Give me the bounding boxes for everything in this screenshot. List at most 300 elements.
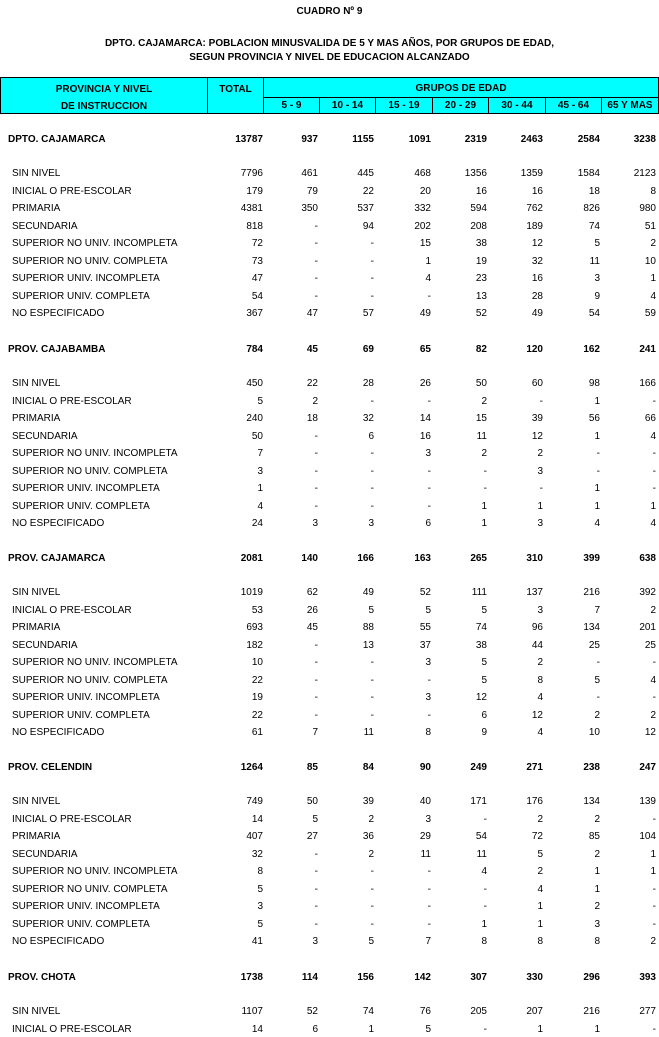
total-value: 7796 <box>240 168 263 179</box>
table-row <box>0 795 659 809</box>
age-group-value: - <box>370 291 374 302</box>
total-value: 5 <box>257 884 263 895</box>
age-group-value: 3 <box>594 919 600 930</box>
age-group-value: 37 <box>419 640 431 651</box>
age-group-value: 4 <box>537 884 543 895</box>
total-value: 3 <box>257 901 263 912</box>
age-group-value: - <box>483 901 487 912</box>
age-group-value: 2 <box>650 605 656 616</box>
age-group-value: 2 <box>650 238 656 249</box>
section-total-row-label: PROV. CAJAMARCA <box>8 553 106 564</box>
table-row-label: SUPERIOR NO UNIV. COMPLETA <box>12 256 168 267</box>
header-age-cell <box>601 97 659 114</box>
age-group-value: - <box>370 448 374 459</box>
age-group-value: 27 <box>306 831 318 842</box>
age-group-value: 51 <box>644 221 656 232</box>
age-group-value: - <box>483 483 487 494</box>
age-group-value: 163 <box>414 553 431 564</box>
age-group-value: 241 <box>639 344 656 355</box>
age-group-value: 12 <box>531 710 543 721</box>
total-value: 61 <box>251 727 263 738</box>
age-group-value: 247 <box>639 762 656 773</box>
age-group-value: 2584 <box>577 134 600 145</box>
age-group-value: 11 <box>476 849 487 860</box>
age-group-value: 332 <box>414 203 431 214</box>
age-group-value: 762 <box>526 203 543 214</box>
age-group-value: 38 <box>475 238 487 249</box>
age-group-value: 2 <box>537 866 543 877</box>
section-total-row <box>0 343 659 357</box>
table-row <box>0 1023 659 1037</box>
table-row <box>0 517 659 531</box>
age-group-value: - <box>370 483 374 494</box>
age-group-value: 2 <box>594 849 600 860</box>
age-group-value: 10 <box>644 256 656 267</box>
age-group-value: 5 <box>368 936 374 947</box>
table-row <box>0 586 659 600</box>
age-group-value: - <box>370 256 374 267</box>
age-group-value: 2319 <box>464 134 487 145</box>
age-group-value: 638 <box>639 553 656 564</box>
age-group-value: - <box>370 238 374 249</box>
age-group-value: - <box>314 640 318 651</box>
age-group-value: 18 <box>588 186 600 197</box>
section-total-row <box>0 971 659 985</box>
age-group-value: 4 <box>537 692 543 703</box>
header-age-label: 45 - 64 <box>557 100 590 111</box>
age-group-value: - <box>314 483 318 494</box>
age-group-value: 238 <box>583 762 600 773</box>
total-value: 32 <box>251 849 263 860</box>
age-group-value: - <box>370 919 374 930</box>
total-value: 5 <box>257 396 263 407</box>
table-row <box>0 709 659 723</box>
age-group-value: 2 <box>594 814 600 825</box>
age-group-value: - <box>314 849 318 860</box>
section-total-row <box>0 761 659 775</box>
age-group-value: - <box>652 483 656 494</box>
age-group-value: 56 <box>588 413 600 424</box>
table-row <box>0 848 659 862</box>
total-value: 2081 <box>240 553 263 564</box>
age-group-value: 120 <box>526 344 543 355</box>
age-group-value: 1 <box>650 866 656 877</box>
total-value: 14 <box>251 1024 263 1035</box>
header-age-cell <box>263 97 320 114</box>
header-age-cell <box>488 97 546 114</box>
table-row <box>0 656 659 670</box>
table-row <box>0 726 659 740</box>
age-group-value: 14 <box>419 413 431 424</box>
table-row <box>0 691 659 705</box>
age-group-value: 1 <box>594 1024 600 1035</box>
header-total <box>207 77 264 114</box>
age-group-value: 11 <box>476 431 487 442</box>
age-group-value: 5 <box>594 238 600 249</box>
age-group-value: 310 <box>526 553 543 564</box>
table-row-label: NO ESPECIFICADO <box>12 727 105 738</box>
table-row-label: SECUNDARIA <box>12 221 78 232</box>
total-value: 5 <box>257 919 263 930</box>
table-row-label: SUPERIOR UNIV. INCOMPLETA <box>12 273 160 284</box>
header-provincia-line-1: PROVINCIA Y NIVEL <box>55 84 153 95</box>
age-group-value: 85 <box>306 762 318 773</box>
total-value: 450 <box>246 378 263 389</box>
age-group-value: 1155 <box>352 134 374 145</box>
age-group-value: 1 <box>594 396 600 407</box>
age-group-value: 4 <box>650 675 656 686</box>
age-group-value: - <box>652 448 656 459</box>
table-row <box>0 290 659 304</box>
total-value: 19 <box>251 692 263 703</box>
age-group-value: 69 <box>362 344 374 355</box>
table-row-label: PRIMARIA <box>12 831 61 842</box>
header-grupos-edad <box>263 77 659 98</box>
header-age-label: 20 - 29 <box>444 100 477 111</box>
age-group-value: 134 <box>583 796 600 807</box>
age-group-value: 74 <box>362 1006 374 1017</box>
age-group-value: - <box>314 291 318 302</box>
age-group-value: 2123 <box>633 168 656 179</box>
age-group-value: 166 <box>357 553 374 564</box>
header-age-cell <box>432 97 489 114</box>
age-group-value: 205 <box>470 1006 487 1017</box>
age-group-value: 8 <box>481 936 487 947</box>
section-total-row-label: PROV. CAJABAMBA <box>8 344 106 355</box>
table-row <box>0 447 659 461</box>
table-row <box>0 830 659 844</box>
table-row-label: PRIMARIA <box>12 203 61 214</box>
table-row-label: SIN NIVEL <box>12 796 61 807</box>
age-group-value: 28 <box>531 291 543 302</box>
age-group-value: 60 <box>531 378 543 389</box>
age-group-value: 4 <box>594 518 600 529</box>
age-group-value: 22 <box>306 378 318 389</box>
table-row <box>0 255 659 269</box>
age-group-value: - <box>370 657 374 668</box>
age-group-value: 3 <box>537 466 543 477</box>
age-group-value: 216 <box>583 1006 600 1017</box>
age-group-value: 104 <box>639 831 656 842</box>
age-group-value: - <box>314 675 318 686</box>
table-row <box>0 307 659 321</box>
age-group-value: 114 <box>301 972 318 983</box>
total-value: 13787 <box>235 134 263 145</box>
age-group-value: 49 <box>362 587 374 598</box>
age-group-value: 5 <box>537 849 543 860</box>
age-group-value: 296 <box>583 972 600 983</box>
age-group-value: - <box>652 692 656 703</box>
total-value: 784 <box>246 344 263 355</box>
section-total-row-label: PROV. CHOTA <box>8 972 76 983</box>
table-row-label: SUPERIOR UNIV. INCOMPLETA <box>12 483 160 494</box>
age-group-value: 13 <box>362 640 374 651</box>
age-group-value: 594 <box>470 203 487 214</box>
table-row <box>0 935 659 949</box>
section-total-row <box>0 133 659 147</box>
age-group-value: - <box>314 431 318 442</box>
age-group-value: - <box>370 396 374 407</box>
age-group-value: 3 <box>537 518 543 529</box>
table-row-label: SECUNDARIA <box>12 431 78 442</box>
age-group-value: 12 <box>644 727 656 738</box>
age-group-value: 201 <box>639 622 656 633</box>
table-row <box>0 482 659 496</box>
total-value: 24 <box>251 518 263 529</box>
table-row-label: SUPERIOR NO UNIV. INCOMPLETA <box>12 866 178 877</box>
age-group-value: 26 <box>306 605 318 616</box>
total-value: 818 <box>246 221 263 232</box>
age-group-value: 330 <box>526 972 543 983</box>
section-total-row <box>0 552 659 566</box>
age-group-value: 4 <box>650 431 656 442</box>
age-group-value: 96 <box>531 622 543 633</box>
total-value: 4 <box>257 501 263 512</box>
age-group-value: 189 <box>526 221 543 232</box>
age-group-value: 1091 <box>408 134 431 145</box>
age-group-value: 7 <box>425 936 431 947</box>
age-group-value: 50 <box>306 796 318 807</box>
table-row-label: SIN NIVEL <box>12 587 61 598</box>
age-group-value: 980 <box>639 203 656 214</box>
header-age-cell <box>375 97 433 114</box>
table-row-label: SIN NIVEL <box>12 378 61 389</box>
age-group-value: - <box>539 396 543 407</box>
age-group-value: 9 <box>481 727 487 738</box>
age-group-value: 45 <box>306 622 318 633</box>
age-group-value: 2463 <box>520 134 543 145</box>
age-group-value: 171 <box>470 796 487 807</box>
total-value: 749 <box>246 796 263 807</box>
total-value: 22 <box>251 710 263 721</box>
age-group-value: 399 <box>583 553 600 564</box>
age-group-value: 39 <box>531 413 543 424</box>
table-row <box>0 272 659 286</box>
total-value: 41 <box>251 936 263 947</box>
header-age-label: 5 - 9 <box>281 100 302 111</box>
table-row-label: SECUNDARIA <box>12 849 78 860</box>
age-group-value: 3 <box>425 657 431 668</box>
table-row <box>0 412 659 426</box>
age-group-value: 88 <box>362 622 374 633</box>
age-group-value: - <box>652 1024 656 1035</box>
age-group-value: 26 <box>419 378 431 389</box>
total-value: 47 <box>251 273 263 284</box>
age-group-value: - <box>427 466 431 477</box>
age-group-value: - <box>652 901 656 912</box>
total-value: 72 <box>251 238 263 249</box>
total-value: 1107 <box>241 1006 263 1017</box>
age-group-value: 1 <box>537 919 543 930</box>
age-group-value: 12 <box>531 238 543 249</box>
table-row <box>0 813 659 827</box>
age-group-value: - <box>370 692 374 703</box>
age-group-value: 2 <box>650 710 656 721</box>
total-value: 407 <box>246 831 263 842</box>
age-group-value: - <box>427 396 431 407</box>
age-group-value: 59 <box>644 308 656 319</box>
age-group-value: 15 <box>475 413 487 424</box>
table-title-line-1: DPTO. CAJAMARCA: POBLACION MINUSVALIDA DE 5 Y MAS AÑOS, POR GRUPOS DE EDAD, <box>104 38 555 49</box>
header-age-label: 15 - 19 <box>388 100 420 111</box>
age-group-value: 7 <box>312 727 318 738</box>
age-group-value: - <box>370 866 374 877</box>
table-row-label: INICIAL O PRE-ESCOLAR <box>12 1024 132 1035</box>
age-group-value: 10 <box>588 727 600 738</box>
table-row <box>0 465 659 479</box>
age-group-value: - <box>314 919 318 930</box>
age-group-value: - <box>596 692 600 703</box>
age-group-value: 3 <box>312 936 318 947</box>
table-row <box>0 621 659 635</box>
age-group-value: 36 <box>362 831 374 842</box>
table-row <box>0 395 659 409</box>
age-group-value: - <box>596 448 600 459</box>
age-group-value: 5 <box>368 605 374 616</box>
table-row-label: PRIMARIA <box>12 413 61 424</box>
age-group-value: 52 <box>475 308 487 319</box>
age-group-value: 52 <box>419 587 431 598</box>
age-group-value: 1 <box>481 518 487 529</box>
header-provincia-line-2: DE INSTRUCCION <box>60 101 148 112</box>
section-total-row-label: PROV. CELENDIN <box>8 762 93 773</box>
age-group-value: 207 <box>526 1006 543 1017</box>
total-value: 4381 <box>240 203 263 214</box>
age-group-value: 55 <box>419 622 431 633</box>
age-group-value: - <box>314 657 318 668</box>
age-group-value: - <box>427 866 431 877</box>
age-group-value: 162 <box>583 344 600 355</box>
age-group-value: 12 <box>531 431 543 442</box>
age-group-value: 140 <box>301 553 318 564</box>
age-group-value: 208 <box>470 221 487 232</box>
age-group-value: - <box>314 692 318 703</box>
age-group-value: - <box>652 657 656 668</box>
age-group-value: 9 <box>594 291 600 302</box>
age-group-value: 8 <box>650 186 656 197</box>
age-group-value: 1584 <box>577 168 600 179</box>
age-group-value: 142 <box>414 972 431 983</box>
age-group-value: 90 <box>419 762 431 773</box>
age-group-value: - <box>314 238 318 249</box>
total-value: 1738 <box>240 972 263 983</box>
age-group-value: 74 <box>588 221 600 232</box>
table-row-label: INICIAL O PRE-ESCOLAR <box>12 605 132 616</box>
table-header <box>0 77 659 114</box>
age-group-value: - <box>427 919 431 930</box>
age-group-value: 18 <box>306 413 318 424</box>
age-group-value: 156 <box>357 972 374 983</box>
age-group-value: 85 <box>588 831 600 842</box>
age-group-value: - <box>427 501 431 512</box>
age-group-value: 45 <box>306 344 318 355</box>
age-group-value: 32 <box>531 256 543 267</box>
table-row <box>0 500 659 514</box>
age-group-value: 15 <box>419 238 431 249</box>
table-number: CUADRO Nº 9 <box>296 6 363 17</box>
age-group-value: 392 <box>639 587 656 598</box>
age-group-value: 5 <box>312 814 318 825</box>
age-group-value: 202 <box>414 221 431 232</box>
age-group-value: - <box>370 466 374 477</box>
age-group-value: 8 <box>594 936 600 947</box>
header-age-label: 65 Y MAS <box>607 100 653 111</box>
table-row-label: INICIAL O PRE-ESCOLAR <box>12 814 132 825</box>
age-group-value: 2 <box>650 936 656 947</box>
age-group-value: 50 <box>475 378 487 389</box>
age-group-value: 249 <box>470 762 487 773</box>
table-row-label: NO ESPECIFICADO <box>12 936 105 947</box>
table-row <box>0 883 659 897</box>
age-group-value: 2 <box>312 396 318 407</box>
age-group-value: 134 <box>583 622 600 633</box>
total-value: 73 <box>251 256 263 267</box>
age-group-value: 3 <box>537 605 543 616</box>
age-group-value: 1356 <box>464 168 487 179</box>
table-row <box>0 900 659 914</box>
age-group-value: 6 <box>312 1024 318 1035</box>
age-group-value: 2 <box>594 710 600 721</box>
age-group-value: 16 <box>531 186 543 197</box>
age-group-value: 1 <box>594 431 600 442</box>
age-group-value: 2 <box>537 657 543 668</box>
age-group-value: 6 <box>368 431 374 442</box>
table-row-label: NO ESPECIFICADO <box>12 518 105 529</box>
table-row <box>0 237 659 251</box>
age-group-value: 277 <box>639 1006 656 1017</box>
age-group-value: - <box>427 710 431 721</box>
age-group-value: 6 <box>481 710 487 721</box>
age-group-value: 137 <box>526 587 543 598</box>
age-group-value: 937 <box>301 134 318 145</box>
age-group-value: 5 <box>481 657 487 668</box>
age-group-value: 8 <box>537 936 543 947</box>
total-value: 22 <box>251 675 263 686</box>
age-group-value: 307 <box>470 972 487 983</box>
age-group-value: 5 <box>425 605 431 616</box>
age-group-value: - <box>427 675 431 686</box>
age-group-value: - <box>652 919 656 930</box>
age-group-value: - <box>652 884 656 895</box>
age-group-value: 1 <box>594 483 600 494</box>
table-row <box>0 377 659 391</box>
age-group-value: 393 <box>639 972 656 983</box>
age-group-value: 1359 <box>520 168 543 179</box>
age-group-value: 32 <box>362 413 374 424</box>
age-group-value: - <box>370 884 374 895</box>
age-group-value: - <box>370 710 374 721</box>
age-group-value: - <box>314 501 318 512</box>
age-group-value: 4 <box>425 273 431 284</box>
total-value: 54 <box>251 291 263 302</box>
age-group-value: 1 <box>594 866 600 877</box>
age-group-value: 25 <box>588 640 600 651</box>
age-group-value: - <box>314 866 318 877</box>
table-row-label: SUPERIOR NO UNIV. INCOMPLETA <box>12 657 178 668</box>
age-group-value: 1 <box>481 501 487 512</box>
age-group-value: 1 <box>650 501 656 512</box>
total-value: 182 <box>246 640 263 651</box>
age-group-value: 16 <box>531 273 543 284</box>
age-group-value: - <box>539 483 543 494</box>
age-group-value: - <box>427 483 431 494</box>
total-value: 179 <box>246 186 263 197</box>
age-group-value: 445 <box>357 168 374 179</box>
age-group-value: 2 <box>537 448 543 459</box>
table-row-label: NO ESPECIFICADO <box>12 308 105 319</box>
age-group-value: 468 <box>414 168 431 179</box>
age-group-value: 16 <box>419 431 431 442</box>
